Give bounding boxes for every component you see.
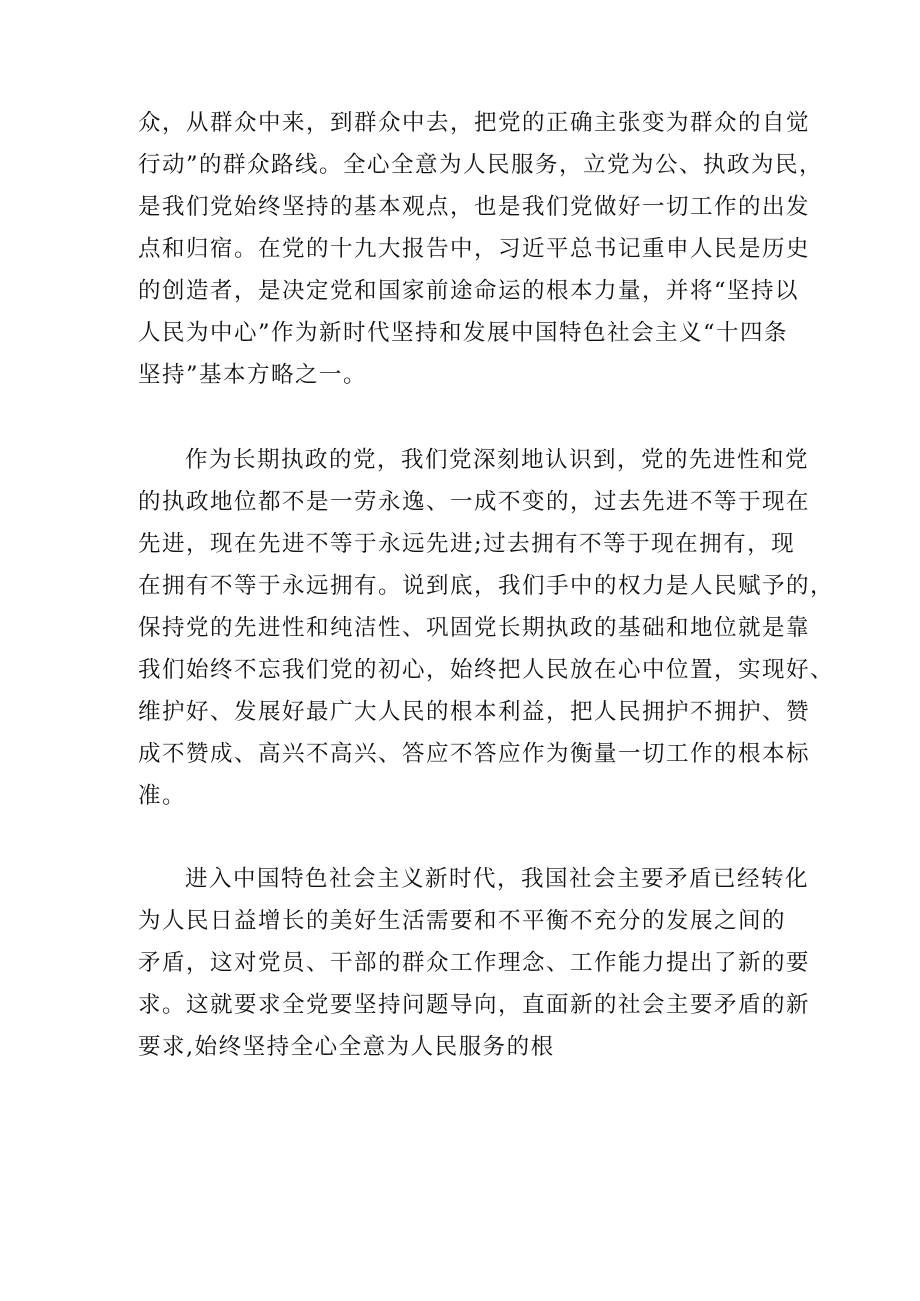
paragraph-2-line-3: 先进，现在先进不等于永远先进;过去拥有不等于现在拥有，现 xyxy=(138,531,796,557)
paragraph-2-line-9: 准。 xyxy=(138,783,187,809)
paragraph-2-line-6: 我们始终不忘我们党的初心，始终把人民放在心中位置，实现好、 xyxy=(138,657,835,683)
paragraph-1-line-2: 行动”的群众路线。全心全意为人民服务，立党为公、执政为民， xyxy=(138,152,824,178)
paragraph-1-line-6: 人民为中心”作为新时代坚持和发展中国特色社会主义“十四条 xyxy=(138,320,789,346)
paragraph-3-line-1: 进入中国特色社会主义新时代，我国社会主要矛盾已经转化 xyxy=(185,866,810,892)
paragraph-3-line-3: 矛盾，这对党员、干部的群众工作理念、工作能力提出了新的要 xyxy=(138,950,811,976)
paragraph-3-line-2: 为人民日益增长的美好生活需要和不平衡不充分的发展之间的 xyxy=(138,908,787,934)
paragraph-1-line-7: 坚持”基本方略之一。 xyxy=(138,362,368,388)
paragraph-2-line-5: 保持党的先进性和纯洁性、巩固党长期执政的基础和地位就是靠 xyxy=(138,615,811,641)
paragraph-2-line-2: 的执政地位都不是一劳永逸、一成不变的，过去先进不等于现在 xyxy=(138,489,811,515)
paragraph-1 xyxy=(138,102,824,396)
paragraph-3 xyxy=(138,858,811,1068)
paragraph-2-line-7: 维护好、发展好最广大人民的根本利益，把人民拥护不拥护、赞 xyxy=(138,699,811,725)
paragraph-2 xyxy=(138,439,835,817)
paragraph-2-line-4: 在拥有不等于永远拥有。说到底，我们手中的权力是人民赋予的， xyxy=(138,573,835,599)
paragraph-3-line-4: 求。这就要求全党要坚持问题导向，直面新的社会主要矛盾的新 xyxy=(138,992,811,1018)
paragraph-1-line-1: 众，从群众中来，到群众中去，把党的正确主张变为群众的自觉 xyxy=(138,110,811,136)
paragraph-3-line-5: 要求,始终坚持全心全意为人民服务的根 xyxy=(138,1034,555,1060)
paragraph-1-line-3: 是我们党始终坚持的基本观点，也是我们党做好一切工作的出发 xyxy=(138,194,811,220)
paragraph-1-line-5: 的创造者，是决定党和国家前途命运的根本力量，并将“坚持以 xyxy=(138,278,800,304)
paragraph-2-line-1: 作为长期执政的党，我们党深刻地认识到，党的先进性和党 xyxy=(185,447,810,473)
paragraph-1-line-4: 点和归宿。在党的十九大报告中，习近平总书记重申人民是历史 xyxy=(138,236,811,262)
paragraph-2-line-8: 成不赞成、高兴不高兴、答应不答应作为衡量一切工作的根本标 xyxy=(138,741,811,767)
